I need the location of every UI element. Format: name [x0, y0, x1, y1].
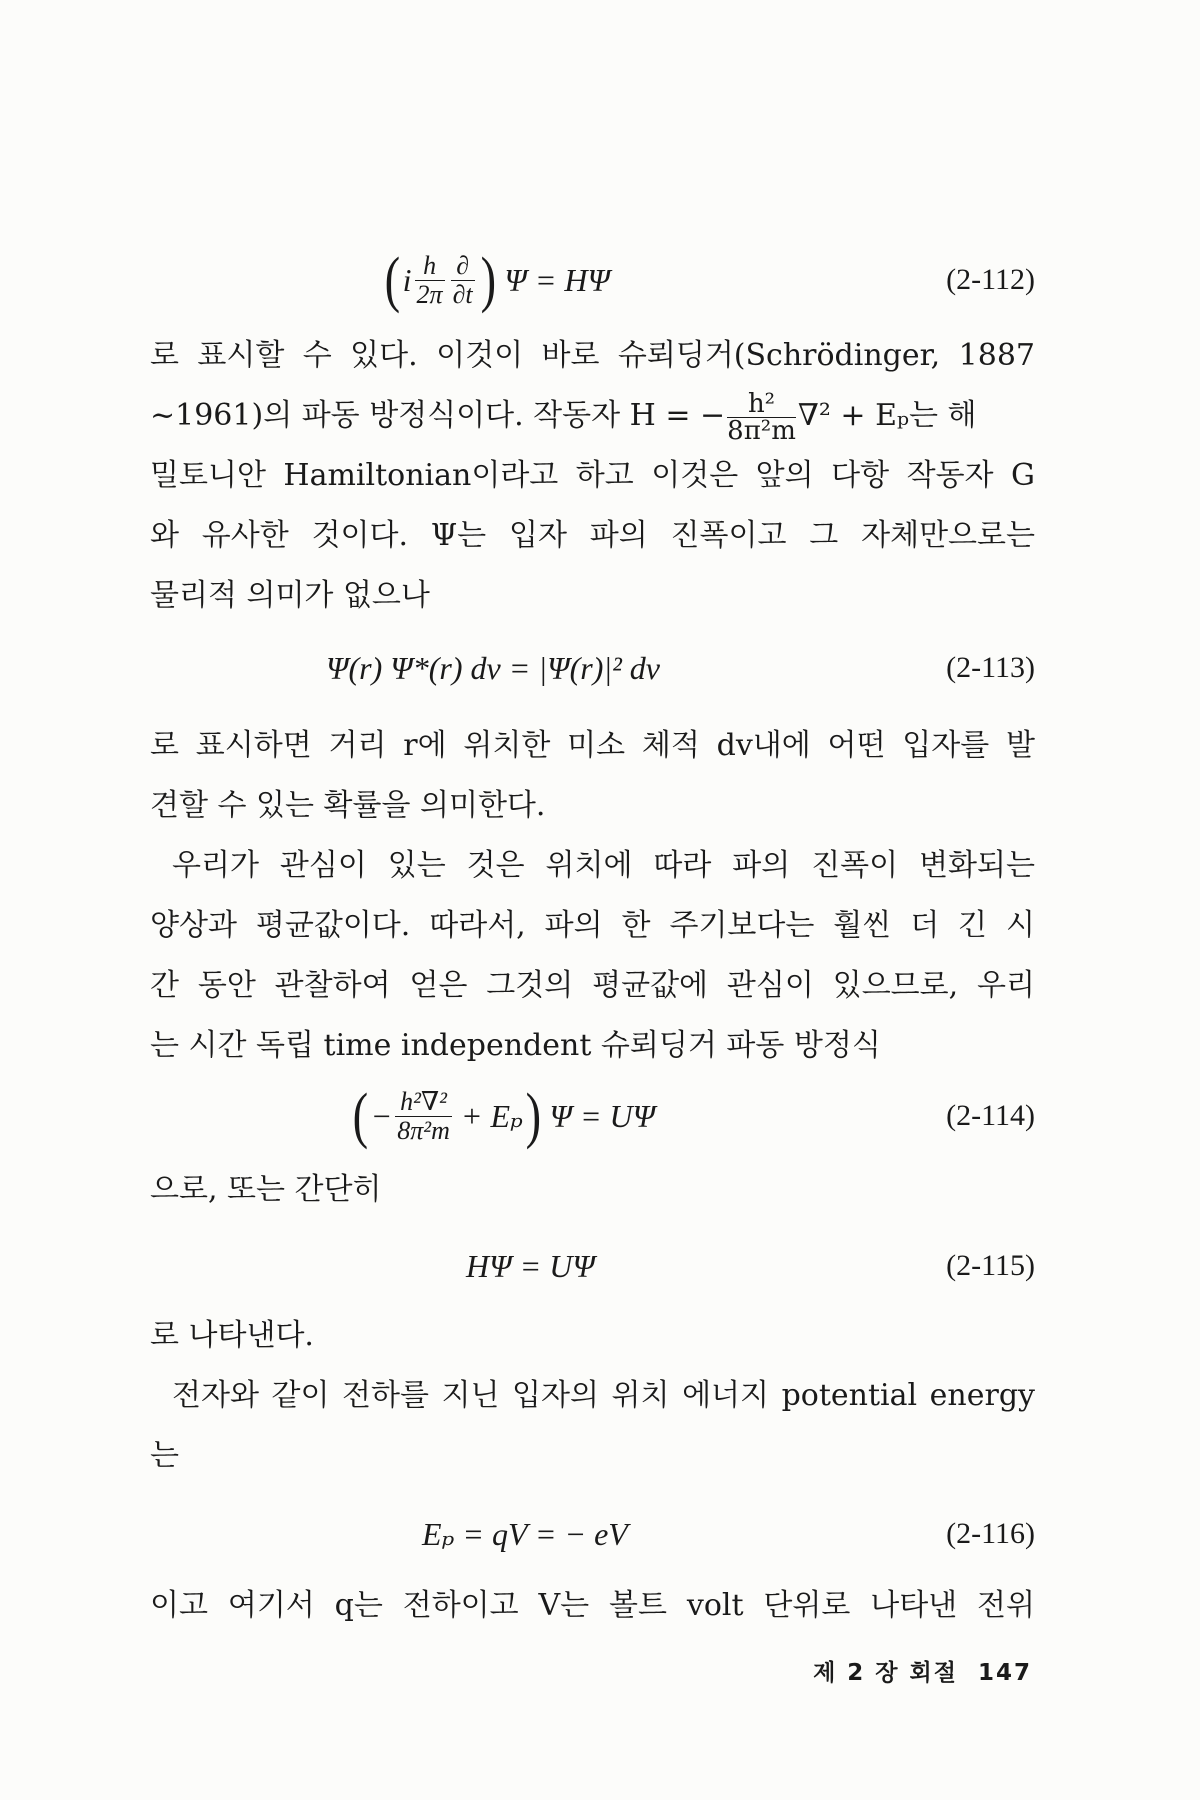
eq114-plus-ep: + Eₚ [460, 1098, 523, 1134]
paragraph-3-line-1: 우리가 관심이 있는 것은 위치에 따라 파의 진폭이 변화되는 [172, 848, 1035, 883]
equation-2-116 [150, 1494, 1035, 1574]
paragraph-6-line-1: 전자와 같이 전하를 지닌 입자의 위치 에너지 potential energy [172, 1378, 1035, 1413]
eq112-2pi: 2π [416, 279, 443, 309]
paragraph-1-line-1: 로 표시할 수 있다. 이것이 바로 슈뢰딩거(Schrödinger, 1887 [150, 338, 1035, 373]
eq114-num: h²∇² [400, 1086, 447, 1116]
equation-2-112 [150, 240, 1035, 320]
equation-number-2-113: (2-113) [946, 651, 1035, 684]
page-footer [803, 1654, 1032, 1687]
p1-l2-end: ∇² + Eₚ는 해 [797, 398, 977, 433]
paragraph-6-line-2: 는 [150, 1438, 179, 1473]
paragraph-3-line-2: 양상과 평균값이다. 따라서, 파의 한 주기보다는 훨씬 더 긴 시 [150, 908, 1035, 943]
equation-number-2-116: (2-116) [946, 1517, 1035, 1550]
equation-2-115 [150, 1226, 1035, 1306]
paragraph-1-line-4: 와 유사한 것이다. Ψ는 입자 파의 진폭이고 그 자체만으로는 [150, 518, 1035, 553]
equation-2-113-formula: Ψ(r) Ψ*(r) dv = |Ψ(r)|² dv [326, 649, 660, 686]
eq114-fraction [395, 1088, 452, 1145]
paragraph-2-line-2: 견할 수 있는 확률을 의미한다. [150, 788, 546, 823]
p1-frac-den: 8π²m [727, 415, 796, 446]
paragraph-1-line-5: 물리적 의미가 없으나 [150, 578, 430, 613]
equation-2-114 [150, 1076, 1035, 1156]
eq114-minus: − [370, 1097, 393, 1134]
paragraph-7-line-1: 이고 여기서 q는 전하이고 V는 볼트 volt 단위로 나타낸 전위 [150, 1588, 1035, 1623]
equation-number-2-114: (2-114) [946, 1099, 1035, 1132]
eq112-frac-partial [451, 252, 475, 309]
p1-l2-start: ~1961)의 파동 방정식이다. 작동자 H = − [150, 398, 726, 433]
paragraph-1-line-2 [150, 386, 1035, 446]
eq112-i: i [402, 261, 412, 298]
equation-number-2-115: (2-115) [946, 1249, 1035, 1282]
page-number: 147 [977, 1660, 1032, 1686]
paragraph-4-line-1: 으로, 또는 간단히 [150, 1172, 382, 1207]
eq112-frac-h-2pi [415, 252, 445, 309]
p1-frac-num: h² [747, 388, 776, 419]
chapter-title: 제 2 장 회절 [813, 1660, 958, 1686]
eq112-h: h [423, 250, 437, 280]
eq114-rhs: Ψ = UΨ [549, 1097, 656, 1134]
p1-inline-fraction [727, 388, 796, 446]
equation-2-114-formula: ( − $\frac{\text{h²∇²}}{\text{8π²m}}$ + Eₚ ) Ψ = UΨ [352, 1082, 656, 1150]
equation-2-115-formula: HΨ = UΨ [466, 1247, 595, 1284]
paragraph-3-line-4: 는 시간 독립 time independent 슈뢰딩거 파동 방정식 [150, 1028, 881, 1063]
eq112-partial: ∂ [456, 250, 470, 280]
equation-number-2-112: (2-112) [946, 263, 1035, 296]
equation-2-112-formula: ( i $\frac{h}{2\pi}$ $\frac{\partial}{\partial t}$ ) Ψ = HΨ [384, 246, 611, 314]
eq114-den: 8π²m [397, 1115, 450, 1145]
paragraph-2-line-1: 로 표시하면 거리 r에 위치한 미소 체적 dv내에 어떤 입자를 발 [150, 728, 1035, 763]
eq112-partial-t: ∂t [452, 279, 473, 309]
paragraph-5-line-1: 로 나타낸다. [150, 1318, 314, 1353]
equation-2-116-formula: Eₚ = qV = − eV [422, 1516, 628, 1552]
paragraph-3-line-3: 간 동안 관찰하여 얻은 그것의 평균값에 관심이 있으므로, 우리 [150, 968, 1035, 1003]
paragraph-1-line-3: 밀토니안 Hamiltonian이라고 하고 이것은 앞의 다항 작동자 G [150, 458, 1035, 493]
eq112-rhs: Ψ = HΨ [504, 261, 611, 298]
equation-2-113 [150, 628, 1035, 708]
